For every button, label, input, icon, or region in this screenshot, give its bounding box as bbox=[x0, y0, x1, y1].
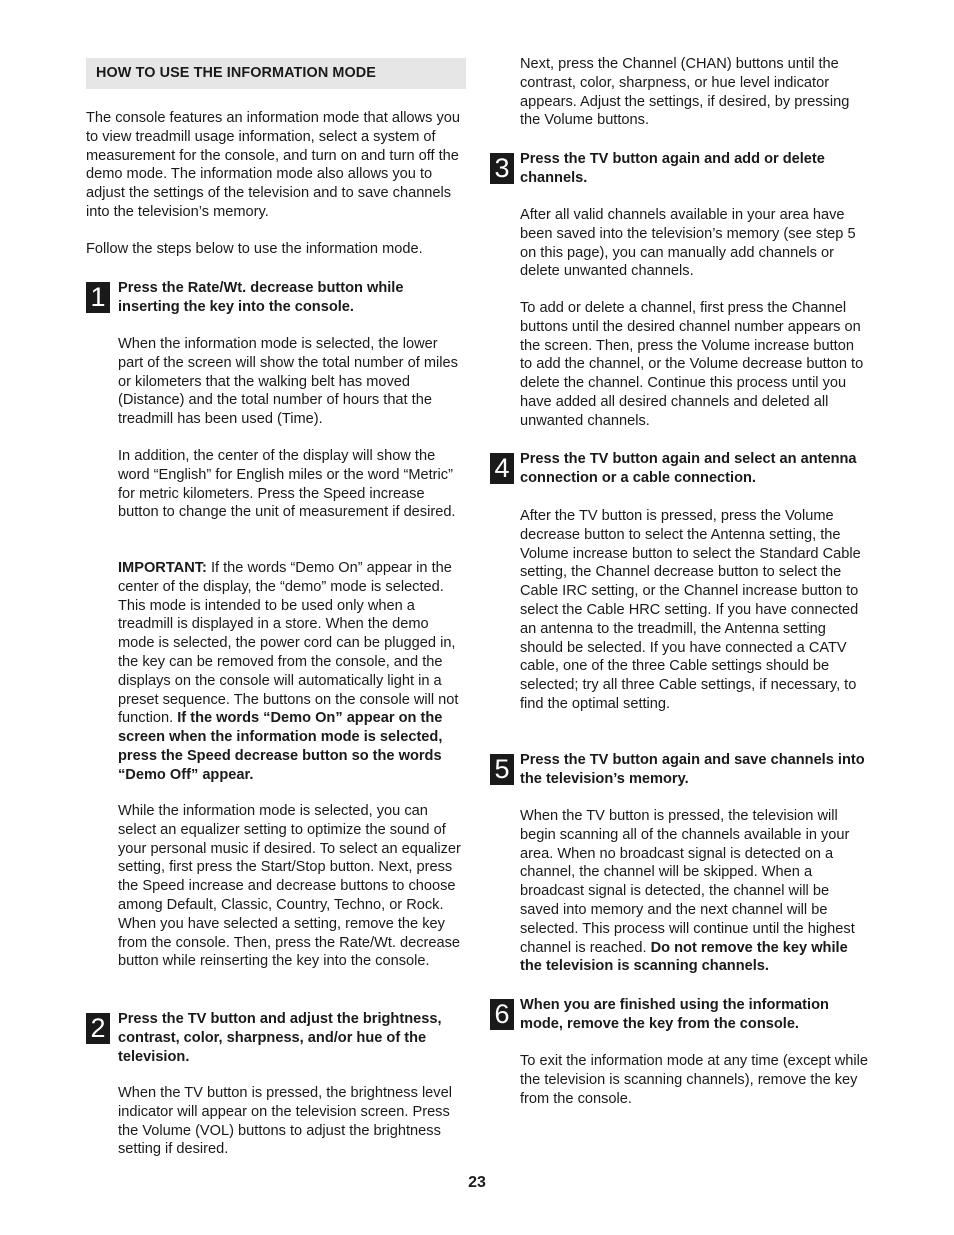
step-2-heading: Press the TV button and adjust the brightness, contrast, color, sharpness, and/or hue of the television. bbox=[118, 1011, 442, 1065]
page-number: 23 bbox=[468, 1174, 486, 1191]
step-1-paragraph-4: While the information mode is selected, you can select an equalizer setting to optimize the sound of your personal music if desired. To select an equalizer setting, first press the Start/Stop button. Next, press the Speed increase and decrease buttons to choose among Default, Classic, Country, Techno, or Rock. When you have selected a setting, remove the key from the console. Then, press the Rate/Wt. decrease button while reinserting the key into the console. bbox=[118, 803, 461, 970]
step-3-paragraph-2: To add or delete a channel, first press the Channel buttons until the desired channel number appears on the screen. Then, press the Volume increase button to add the channel, or the Volume decrease button to delete the channel. Continue this process until you have added all desired channels and deleted all unwanted channels. bbox=[520, 300, 864, 429]
step-6-heading: When you are finished using the information mode, remove the key from the console. bbox=[520, 997, 829, 1032]
step-1-number: 1 bbox=[86, 282, 110, 313]
step-5-text: When the TV button is pressed, the television will begin scanning all of the channels available in your area. When no broadcast signal is detected on a channel, the channel will be skipped. When a broadcast signal is detected, the channel will be saved into memory and the next channel will be selected. This process will continue until the highest channel is reached. bbox=[520, 808, 855, 956]
step-2-paragraph-1: When the TV button is pressed, the brightness level indicator will appear on the television screen. Press the Volume (VOL) buttons to adjust the brightness setting if desired. bbox=[118, 1085, 452, 1158]
step-4-paragraph-1: After the TV button is pressed, press the Volume decrease button to select the Antenna setting, the Volume increase button to select the Standard Cable setting, the Channel decrease button to select the Cable IRC setting, or the Channel increase button to select the Cable HRC setting. If you have connected an antenna to the treadmill, the Antenna setting should be selected. If you have connected a CATV cable, one of the three Cable settings should be selected; try all three Cable settings, if necessary, to find the optimal setting. bbox=[520, 508, 861, 712]
step-3-number: 3 bbox=[490, 153, 514, 184]
step-1-paragraph-2: In addition, the center of the display will show the word “English” for English miles or the word “Metric” for metric kilometers. Press the Speed increase button to change the unit of measurement if desired. bbox=[118, 448, 456, 521]
step-6-number: 6 bbox=[490, 999, 514, 1030]
step-1-heading: Press the Rate/Wt. decrease button while inserting the key into the console. bbox=[118, 280, 404, 315]
step-5-paragraph-1 bbox=[520, 807, 870, 976]
section-title: HOW TO USE THE INFORMATION MODE bbox=[96, 65, 376, 81]
section-header bbox=[86, 58, 466, 89]
step-5-heading: Press the TV button again and save channels into the television’s memory. bbox=[520, 752, 865, 787]
important-text: If the words “Demo On” appear in the center of the display, the “demo” mode is selected. This mode is intended to be used only when a treadmill is displayed in a store. When the demo mode is selected, the power cord can be plugged in, the key can be removed from the console, and the displays on the console will automatically light in a preset sequence. The buttons on the console will not function. bbox=[118, 560, 459, 727]
important-bold-text: If the words “Demo On” appear on the screen when the information mode is selected, press the Speed decrease button so the words “Demo Off” appear. bbox=[118, 710, 443, 783]
step-3-heading: Press the TV button again and add or delete channels. bbox=[520, 151, 825, 186]
step-2-continued-paragraph: Next, press the Channel (CHAN) buttons until the contrast, color, sharpness, or hue level indicator appears. Adjust the settings, if desired, by pressing the Volume buttons. bbox=[520, 56, 850, 129]
step-4-number: 4 bbox=[490, 453, 514, 484]
step-1-paragraph-1: When the information mode is selected, the lower part of the screen will show the total number of miles or kilometers that the walking belt has moved (Distance) and the total number of hours that the treadmill has been used (Time). bbox=[118, 336, 458, 428]
follow-paragraph: Follow the steps below to use the information mode. bbox=[86, 241, 423, 257]
step-1-important-paragraph bbox=[118, 559, 466, 785]
step-3-paragraph-1: After all valid channels available in your area have been saved into the television’s memory (see step 5 on this page), you can manually add channels or delete unwanted channels. bbox=[520, 207, 856, 280]
important-label: IMPORTANT: bbox=[118, 560, 207, 576]
step-4-heading: Press the TV button again and select an antenna connection or a cable connection. bbox=[520, 451, 857, 486]
step-5-number: 5 bbox=[490, 754, 514, 785]
step-2-number: 2 bbox=[86, 1013, 110, 1044]
intro-paragraph: The console features an information mode that allows you to view treadmill usage information, select a system of measurement for the console, and turn on and turn off the demo mode. The information mode also allows you to adjust the settings of the television and to save channels into the television’s memory. bbox=[86, 110, 460, 220]
step-6-paragraph-1: To exit the information mode at any time (except while the television is scanning channels), remove the key from the console. bbox=[520, 1053, 868, 1107]
step-5-bold-text: Do not remove the key while the television is scanning channels. bbox=[520, 939, 848, 975]
